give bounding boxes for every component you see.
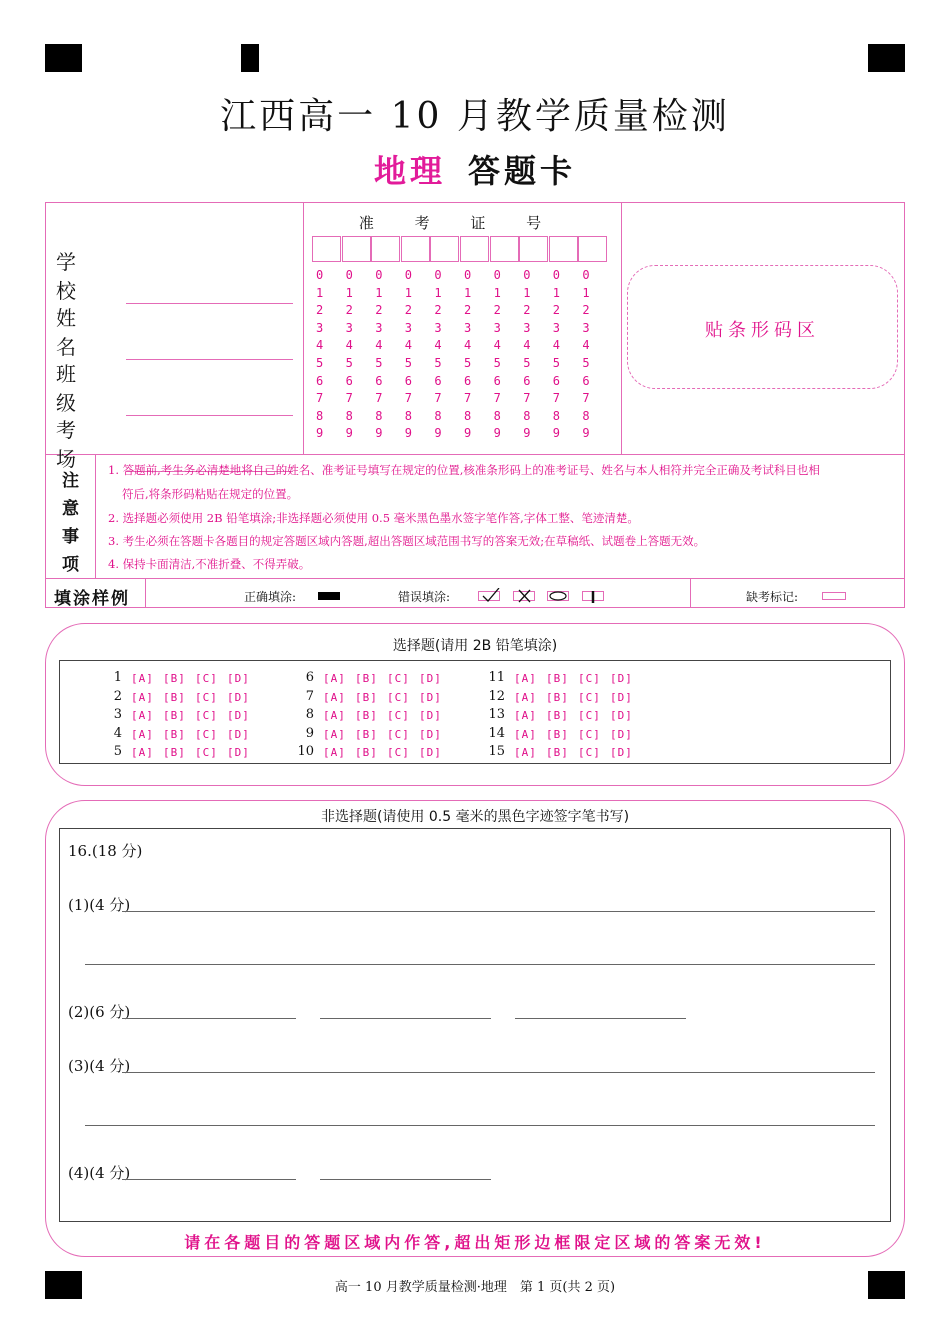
exam-id-digit-bubble[interactable]: 0 [404,268,413,282]
exam-id-digit-bubble[interactable]: 5 [345,356,353,370]
exam-id-digit-bubble[interactable]: 3 [316,320,324,335]
wrong-fill-cross [513,591,535,601]
option-bubble[interactable]: [D] [419,746,442,759]
notes-char: 事 [62,527,79,547]
exam-id-digit-bubble[interactable]: 2 [582,303,590,318]
exam-id-digit-bubble[interactable]: 2 [345,303,353,318]
note-item: 4. 保持卡面清洁,不准折叠、不得弄破。 [108,557,311,571]
exam-id-digit-bubble[interactable]: 5 [552,356,561,370]
exam-id-digit-bubble[interactable]: 7 [345,391,353,406]
exam-id-digit-bubble[interactable]: 4 [345,338,353,353]
wrong-fill-label: 错误填涂: [398,590,451,604]
option-bubble[interactable]: [B] [546,672,569,685]
option-bubble[interactable]: [B] [163,709,186,722]
exam-id-digit-bubble[interactable]: 2 [464,303,472,318]
option-bubble[interactable]: [A] [323,690,346,704]
option-bubble[interactable]: [D] [227,709,250,722]
exam-id-digit-bubble[interactable]: 1 [404,285,413,300]
notes-char: 意 [62,499,79,519]
exam-id-digit-bubble[interactable]: 9 [404,426,413,441]
answer-line[interactable] [122,1018,296,1019]
option-bubble[interactable]: [D] [227,727,250,741]
question-number: 2 [113,688,122,704]
wrong-fill-circle [547,591,569,601]
exam-id-digit-bubble[interactable]: 0 [375,268,383,282]
exam-id-digit-bubble[interactable]: 7 [375,391,383,406]
exam-id-box[interactable] [312,236,341,262]
option-bubble[interactable]: [C] [578,672,601,685]
exam-id-box[interactable] [430,236,459,262]
option-bubble[interactable]: [B] [163,746,186,759]
option-bubble[interactable]: [B] [355,709,378,722]
exam-id-digit-bubble[interactable]: 8 [345,408,353,423]
option-bubble[interactable]: [A] [323,709,346,722]
exam-id-digit-bubble[interactable]: 1 [345,285,353,300]
option-bubble[interactable]: [D] [419,672,442,685]
exam-id-digit-bubble[interactable]: 9 [464,426,472,441]
exam-id-digit-bubble[interactable]: 4 [375,338,383,353]
exam-id-digit-bubble[interactable]: 5 [464,356,472,370]
option-bubble[interactable]: [C] [578,690,601,704]
correct-fill-sample [318,592,340,600]
option-bubble[interactable]: [C] [387,672,410,685]
option-bubble[interactable]: [A] [131,746,154,759]
exam-id-digit-bubble[interactable]: 6 [582,373,590,388]
answer-line[interactable] [122,1179,296,1180]
nonchoice-title: 非选择题(请使用 0.5 毫米的黑色字迹签字笔书写) [320,809,630,825]
exam-id-digit-bubble[interactable]: 2 [316,303,324,318]
option-bubble[interactable]: [B] [546,746,569,759]
option-bubble[interactable]: [C] [578,746,601,759]
exam-id-digit-bubble[interactable]: 0 [582,268,590,282]
option-bubble[interactable]: [C] [387,690,410,704]
answer-line[interactable] [122,911,875,912]
question-number: 4 [113,725,122,741]
exam-id-digit-bubble[interactable]: 1 [464,285,472,300]
exam-id-digit-bubble[interactable]: 8 [404,408,413,423]
answer-line[interactable] [515,1018,686,1019]
exam-id-digit-bubble[interactable]: 8 [582,408,590,423]
exam-id-digit-bubble[interactable]: 4 [523,338,531,353]
option-bubble[interactable]: [A] [323,727,346,741]
option-bubble[interactable]: [A] [131,690,154,704]
answer-line[interactable] [85,1125,875,1126]
class-label: 班 级 [56,362,96,415]
part-3-label: (3)(4 分) [68,1057,131,1075]
option-bubble[interactable]: [C] [195,672,218,685]
exam-id-digit-bubble[interactable]: 5 [316,356,324,370]
warning-text: 请在各题目的答题区域内作答,超出矩形边框限定区域的答案无效! [184,1233,766,1252]
registration-mark-top-center [241,44,259,72]
question-number: 9 [305,725,314,741]
question-number: 5 [113,744,122,759]
option-bubble[interactable]: [B] [546,727,569,741]
name-label: 姓 名 [56,306,96,359]
exam-id-digit-bubble[interactable]: 3 [493,320,501,335]
exam-id-digit-bubble[interactable]: 6 [404,373,413,388]
divider [303,202,304,454]
exam-id-digit-bubble[interactable]: 3 [345,320,353,335]
question-number: 15 [488,744,505,759]
exam-id-digit-bubble[interactable]: 6 [523,373,531,388]
exam-id-digit-bubble[interactable]: 4 [552,338,561,353]
divider [621,202,622,454]
exam-id-digit-bubble[interactable]: 8 [434,408,442,423]
option-bubble[interactable]: [D] [227,746,250,759]
option-bubble[interactable]: [C] [195,709,218,722]
exam-id-digit-bubble[interactable]: 0 [434,268,442,282]
exam-id-digit-bubble[interactable]: 7 [316,391,324,406]
exam-id-digit-bubble[interactable]: 1 [523,285,531,300]
exam-id-digit-bubble[interactable]: 1 [552,285,561,300]
exam-id-digit-bubble[interactable]: 0 [345,268,353,282]
exam-id-digit-bubble[interactable]: 7 [464,391,472,406]
exam-id-box[interactable] [460,236,489,262]
option-bubble[interactable]: [A] [514,690,537,704]
question-number: 10 [297,744,314,759]
exam-id-digit-bubble[interactable]: 7 [523,391,531,406]
exam-id-digit-bubble[interactable]: 2 [434,303,442,318]
class-line[interactable] [126,393,293,416]
exam-id-digit-bubble[interactable]: 5 [375,356,383,370]
exam-id-digit-bubble[interactable]: 6 [493,373,501,388]
exam-id-digit-bubble[interactable]: 9 [493,426,501,441]
option-bubble[interactable]: [D] [610,746,633,759]
school-line[interactable] [126,281,293,304]
exam-id-digit-bubble[interactable]: 4 [316,338,324,353]
exam-id-digit-bubble[interactable]: 8 [552,408,561,423]
answer-line[interactable] [122,1072,875,1073]
option-bubble[interactable]: [C] [387,727,410,741]
correct-fill-label: 正确填涂: [244,590,297,604]
exam-id-digit-bubble[interactable]: 1 [493,285,501,300]
exam-id-title: 准 考 证 号 [358,214,560,232]
option-bubble[interactable]: [B] [355,690,378,704]
subtitle [0,146,950,192]
option-bubble[interactable]: [C] [195,746,218,759]
option-bubble[interactable]: [D] [227,690,250,704]
option-bubble[interactable]: [B] [546,709,569,722]
exam-id-box[interactable] [549,236,578,262]
exam-id-digit-bubble[interactable]: 6 [375,373,383,388]
exam-id-digit-bubble[interactable]: 6 [464,373,472,388]
absent-label: 缺考标记: [746,590,799,604]
option-bubble[interactable]: [A] [514,746,537,759]
question-number: 1 [113,670,122,685]
option-bubble[interactable]: [D] [610,672,633,685]
exam-id-digit-bubble[interactable]: 7 [434,391,442,406]
exam-id-box[interactable] [371,236,400,262]
name-line[interactable] [126,337,293,360]
exam-id-digit-bubble[interactable]: 7 [582,391,590,406]
part-4-label: (4)(4 分) [68,1164,131,1182]
divider [145,578,146,608]
question-number: 11 [488,670,505,685]
exam-id-digit-bubble[interactable]: 6 [316,373,324,388]
option-bubble[interactable]: [B] [163,690,186,704]
exam-id-digit-bubble[interactable]: 9 [582,426,590,441]
exam-id-digit-bubble[interactable]: 0 [552,268,561,282]
exam-id-digit-bubble[interactable]: 9 [434,426,442,441]
option-bubble[interactable]: [C] [578,727,601,741]
option-bubble[interactable]: [B] [546,690,569,704]
exam-id-box[interactable] [519,236,548,262]
option-bubble[interactable]: [D] [610,709,633,722]
answer-line[interactable] [320,1179,491,1180]
exam-id-digit-bubble[interactable]: 1 [434,285,442,300]
question-number: 12 [488,688,505,704]
option-bubble[interactable]: [A] [514,709,537,722]
class-field[interactable] [56,358,293,416]
exam-id-digit-bubble[interactable]: 8 [375,408,383,423]
exam-id-digit-bubble[interactable]: 4 [464,338,472,353]
exam-id-digit-bubble[interactable]: 8 [493,408,501,423]
question-number: 7 [305,688,314,704]
exam-id-digit-bubble[interactable]: 3 [375,320,383,335]
option-bubble[interactable]: [A] [131,727,154,741]
option-bubble[interactable]: [D] [419,727,442,741]
exam-id-digit-bubble[interactable]: 5 [404,356,413,370]
exam-id-digit-bubble[interactable]: 2 [493,303,501,318]
exam-id-digit-bubble[interactable]: 7 [404,391,413,406]
option-bubble[interactable]: [B] [355,746,378,759]
option-bubble[interactable]: [A] [514,727,537,741]
question-number: 8 [305,707,314,722]
absent-mark-box[interactable] [822,592,846,600]
exam-id-digit-bubble[interactable]: 3 [523,320,531,335]
room-label: 考 场 [56,418,96,471]
exam-id-digit-bubble[interactable]: 3 [464,320,472,335]
exam-id-digit-bubble[interactable]: 8 [523,408,531,423]
note-item: 1. 答题前,考生务必清楚地将自己的姓名、准考证号填写在规定的位置,核准条形码上的准考证号、姓名与本人相符并完全正确及考试科目也相 [108,463,820,477]
divider [45,578,905,579]
exam-id-digit-bubble[interactable]: 9 [552,426,561,441]
option-bubble[interactable]: [C] [387,746,410,759]
exam-id-digit-bubble[interactable]: 4 [493,338,501,353]
option-bubble[interactable]: [C] [195,727,218,741]
divider [690,578,691,608]
exam-id-digit-bubble[interactable]: 1 [582,285,590,300]
choice-title: 选择题(请用 2B 铅笔填涂) [392,638,558,654]
exam-id-digit-bubble[interactable]: 9 [345,426,353,441]
registration-mark-top-left [45,44,82,72]
exam-id-digit-bubble[interactable]: 4 [404,338,413,353]
option-bubble[interactable]: [D] [610,690,633,704]
note-item: 符后,将条形码粘贴在规定的位置。 [122,487,299,501]
option-bubble[interactable]: [A] [131,709,154,722]
exam-id-digit-bubble[interactable]: 2 [375,303,383,318]
exam-id-digit-bubble[interactable]: 1 [375,285,383,300]
exam-id-digit-bubble[interactable]: 0 [316,268,324,282]
school-label: 学 校 [56,250,96,303]
exam-id-box[interactable] [342,236,371,262]
question-number: 6 [305,670,314,685]
exam-id-digit-bubble[interactable]: 5 [523,356,531,370]
divider [95,454,96,578]
exam-id-digit-bubble[interactable]: 9 [523,426,531,441]
exam-id-digit-bubble[interactable]: 3 [582,320,590,335]
wrong-fill-line [582,591,604,601]
wrong-fill-check [478,591,500,601]
exam-id-box[interactable] [401,236,430,262]
question-number: 3 [113,707,122,722]
name-field[interactable] [56,302,293,360]
exam-id-digit-bubble[interactable]: 4 [434,338,442,353]
option-bubble[interactable]: [A] [514,672,537,685]
exam-id-digit-bubble[interactable]: 3 [404,320,413,335]
exam-id-digit-bubble[interactable]: 8 [464,408,472,423]
part-2-label: (2)(6 分) [68,1003,131,1021]
question-16-label: 16.(18 分) [68,842,143,860]
exam-id-digit-bubble[interactable]: 8 [316,408,324,423]
option-bubble[interactable]: [B] [355,727,378,741]
option-bubble[interactable]: [B] [163,727,186,741]
sample-label: 填涂样例 [54,589,130,609]
barcode-label: 贴条形码区 [705,320,820,341]
note-item: 3. 考生必须在答题卡各题目的规定答题区域内答题,超出答题区域范围书写的答案无效;在草稿纸、试题卷上答题无效。 [108,534,706,548]
exam-id-box[interactable] [578,236,607,262]
exam-id-digit-bubble[interactable]: 2 [404,303,413,318]
option-bubble[interactable]: [D] [610,727,633,741]
note-item: 2. 选择题必须使用 2B 铅笔填涂;非选择题必须使用 0.5 毫米黑色墨水签字笔作答,字体工整、笔迹清楚。 [108,511,639,525]
page-title: 江西高一 10 月教学质量检测 [220,96,730,137]
exam-id-digit-bubble[interactable]: 6 [345,373,353,388]
exam-id-digit-bubble[interactable]: 3 [434,320,442,335]
option-bubble[interactable]: [D] [227,672,250,685]
exam-id-digit-bubble[interactable]: 0 [523,268,531,282]
exam-id-digit-bubble[interactable]: 3 [552,320,561,335]
exam-id-digit-bubble[interactable]: 9 [375,426,383,441]
exam-id-digit-bubble[interactable]: 6 [434,373,442,388]
option-bubble[interactable]: [A] [323,672,346,685]
option-bubble[interactable]: [A] [323,746,346,759]
school-field[interactable] [56,246,293,304]
question-number: 14 [488,725,505,741]
exam-id-digit-bubble[interactable]: 9 [316,426,324,441]
answer-line[interactable] [320,1018,491,1019]
exam-id-digit-bubble[interactable]: 6 [552,373,561,388]
part-1-label: (1)(4 分) [68,896,131,914]
exam-id-digit-bubble[interactable]: 0 [464,268,472,282]
option-bubble[interactable]: [C] [195,690,218,704]
nonchoice-box [59,828,891,1222]
exam-id-digit-bubble[interactable]: 5 [434,356,442,370]
exam-id-digit-bubble[interactable]: 5 [493,356,501,370]
page-footer: 高一 10 月教学质量检测·地理 第 1 页(共 2 页) [334,1280,616,1295]
notes-char: 注 [62,471,79,491]
option-bubble[interactable]: [C] [387,709,410,722]
exam-id-box[interactable] [490,236,519,262]
option-bubble[interactable]: [B] [163,672,186,685]
option-bubble[interactable]: [C] [578,709,601,722]
option-bubble[interactable]: [A] [131,672,154,685]
exam-id-digit-bubble[interactable]: 7 [552,391,561,406]
registration-mark-top-right [868,44,905,72]
option-bubble[interactable]: [D] [419,709,442,722]
subject-name: 地理 [373,152,446,190]
option-bubble[interactable]: [B] [355,672,378,685]
exam-id-digit-bubble[interactable]: 2 [523,303,531,318]
exam-id-digit-bubble[interactable]: 7 [493,391,501,406]
notes-char: 项 [62,555,79,575]
exam-id-digit-bubble[interactable]: 5 [582,356,590,370]
card-name: 答题卡 [468,152,577,190]
option-bubble[interactable]: [D] [419,690,442,704]
exam-id-digit-bubble[interactable]: 1 [316,285,324,300]
question-number: 13 [488,707,505,722]
exam-id-digit-bubble[interactable]: 4 [582,338,590,353]
exam-id-digit-bubble[interactable]: 2 [552,303,561,318]
exam-id-digit-bubble[interactable]: 0 [493,268,501,282]
answer-line[interactable] [85,964,875,965]
